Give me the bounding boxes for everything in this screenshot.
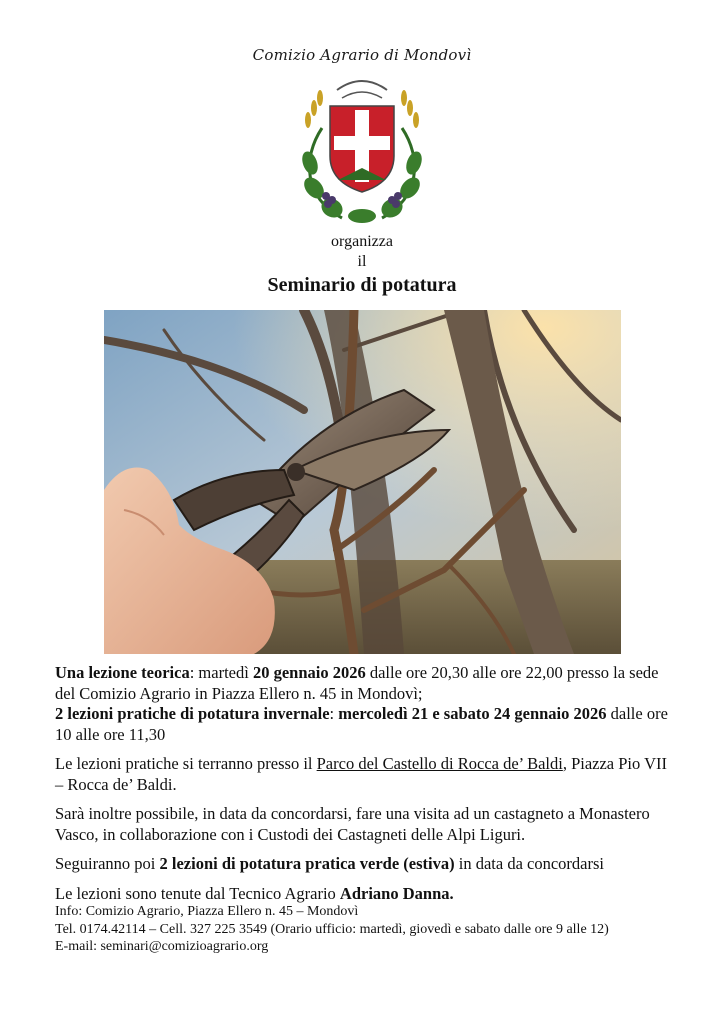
instructor-paragraph: Le lezioni sono tenute dal Tecnico Agrario Adriano Danna.	[55, 883, 454, 903]
location-paragraph: Le lezioni pratiche si terranno presso il Parco del Castello di Rocca de’ Baldi, Piazza Pio VII – Rocca de’ Baldi.	[55, 754, 668, 794]
contact-info	[55, 903, 675, 956]
seminar-details	[55, 663, 675, 904]
chestnut-visit-paragraph: Sarà inoltre possibile, in data da concordarsi, fare una visita ad un castagneto a Monastero Vasco, in collaborazione con i Custodi dei Castagneti delle Alpi Liguri.	[55, 804, 650, 844]
info-phone: Tel. 0174.42114 – Cell. 327 225 3549 (Orario ufficio: martedì, giovedì e sabato dalle ore 9 alle 12)	[55, 921, 609, 937]
park-link[interactable]: Parco del Castello di Rocca de’ Baldi	[316, 754, 563, 773]
pruning-shears-photo	[104, 310, 621, 654]
savoy-cross-crest-icon	[292, 68, 432, 228]
practical-lessons-paragraph: 2 lezioni pratiche di potatura invernale: mercoledì 21 e sabato 24 gennaio 2026 dalle ore 10 alle ore 11,30	[55, 704, 668, 744]
theory-lesson-paragraph: Una lezione teorica: martedì 20 gennaio 2026 dalle ore 20,30 alle ore 22,00 presso la sede del Comizio Agrario in Piazza Ellero n. 45 in Mondovì;	[55, 663, 659, 703]
il-text: il	[357, 253, 367, 270]
info-address: Info: Comizio Agrario, Piazza Ellero n. 45 – Mondovì	[55, 904, 359, 919]
organizza-text: organizza	[331, 233, 393, 250]
organization-name: Comizio Agrario di Mondovì	[252, 46, 472, 64]
summer-lessons-paragraph: Seguiranno poi 2 lezioni di potatura pratica verde (estiva) in data da concordarsi	[55, 854, 604, 873]
page-title: Seminario di potatura	[267, 274, 457, 296]
info-email[interactable]: E-mail: seminari@comizioagrario.org	[55, 939, 269, 954]
